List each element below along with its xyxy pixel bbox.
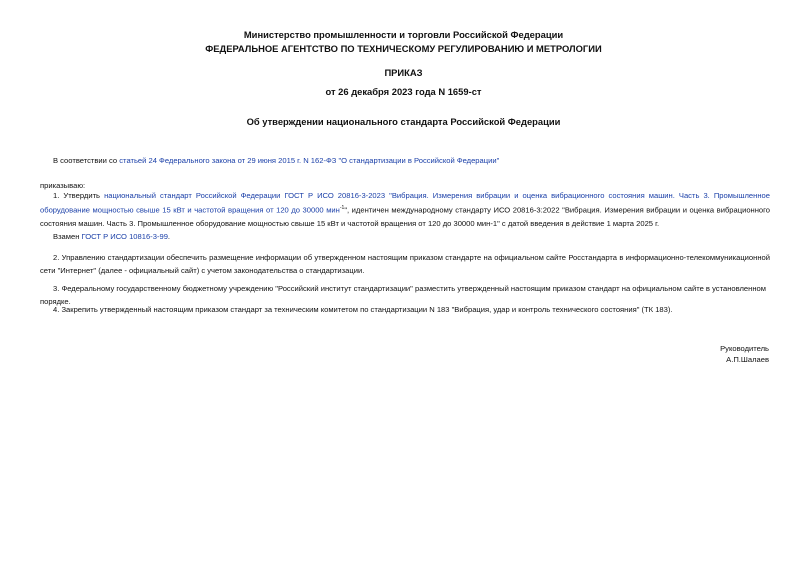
standard-link[interactable]: национальный стандарт Российской Федерации ГОСТ Р ИСО 20816-3-2023 "Вибрация. Измерения вибрации и оценка вибрационного состояния машин. Часть 3. Промышленное оборудование мощностью свыше 15 кВт и частотой вращения от 120 до 30000 мин xyxy=(40,191,770,215)
replaces-paragraph xyxy=(40,230,783,243)
preamble-paragraph xyxy=(40,154,783,167)
replaces-tail: . xyxy=(167,232,171,241)
signature-position: Руководитель xyxy=(720,344,769,353)
replaces-lead: Взамен xyxy=(53,232,82,241)
item-2-paragraph: 2. Управлению стандартизации обеспечить размещение информации об утвержденном настоящим приказом стандарте на официальном сайте Росстандарта в информационно-телекоммуникационной сети "Интернет" (далее - официальный сайт) с учетом законодательства о стандартизации. xyxy=(40,253,770,276)
federal-law-link[interactable]: статьей 24 Федерального закона от 29 июня 2015 г. N 162-ФЗ "О стандартизации в Российской Федерации" xyxy=(119,156,500,165)
item-1-lead: 1. Утвердить xyxy=(53,191,105,200)
agency-heading: ФЕДЕРАЛЬНОЕ АГЕНТСТВО ПО ТЕХНИЧЕСКОМУ РЕГУЛИРОВАНИЮ И МЕТРОЛОГИИ xyxy=(205,43,602,54)
preamble-lead: В соответствии со xyxy=(53,156,120,165)
item-4-paragraph: 4. Закрепить утвержденный настоящим приказом стандарт за техническим комитетом по стандартизации N 183 "Вибрация, удар и контроль технического состояния" (ТК 183). xyxy=(53,305,673,314)
replaced-standard-link[interactable]: ГОСТ Р ИСО 10816-3-99 xyxy=(81,232,168,241)
order-word: приказываю: xyxy=(40,181,86,190)
document-type: ПРИКАЗ xyxy=(384,67,423,78)
item-1-superscript: -1 xyxy=(339,205,345,212)
signature-name: А.П.Шалаев xyxy=(726,355,769,364)
item-1-rest: ", идентичен международному стандарту ИСО 20816-3:2022 "Вибрация. Измерения вибрации и оценка вибрационного состояния машин. Часть 3. Промышленное оборудование мощностью свыше 15 кВт и частотой вращения от 120 до 30000 мин-1" с датой введения в действие 1 марта 2025 г. xyxy=(40,205,770,229)
item-3-paragraph: 3. Федеральному государственному бюджетному учреждению "Российский институт стандартизации" разместить утвержденный настоящим приказом стандарт на официальном сайте в установленном порядке. xyxy=(40,284,766,307)
ministry-heading: Министерство промышленности и торговли Российской Федерации xyxy=(243,29,564,40)
document-subject: Об утверждении национального стандарта Российской Федерации xyxy=(246,116,561,127)
item-1-paragraph xyxy=(40,189,770,231)
document-date-number: от 26 декабря 2023 года N 1659-ст xyxy=(325,86,482,97)
